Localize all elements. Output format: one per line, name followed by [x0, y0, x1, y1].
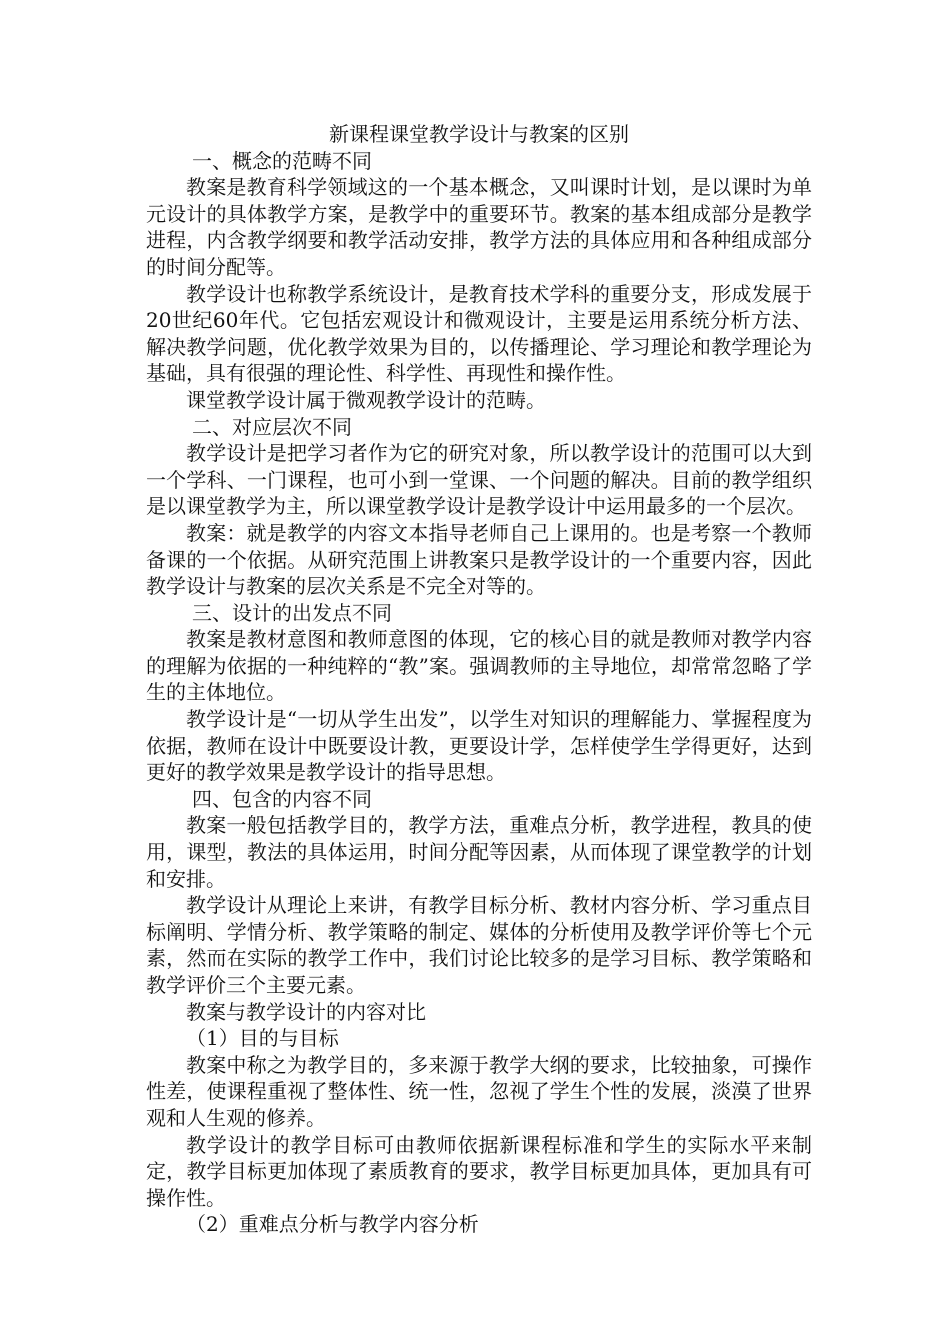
document-title: 新课程课堂教学设计与教案的区别 — [329, 122, 629, 146]
paragraph: 教学设计是“一切从学生出发”，以学生对知识的理解能力、掌握程度为依据，教师在设计中既要设计教，更要设计学，怎样使学生学得更好，达到更好的教学效果是教学设计的指导思想。 — [146, 707, 812, 785]
paragraph: 教案：就是教学的内容文本指导老师自己上课用的。也是考察一个教师备课的一个依据。从研究范围上讲教案只是教学设计的一个重要内容，因此教学设计与教案的层次关系是不完全对等的。 — [146, 520, 812, 599]
paragraph: 教学设计是把学习者作为它的研究对象，所以教学设计的范围可以大到一个学科、一门课程，也可小到一堂课、一个问题的解决。目前的教学组织是以课堂教学为主，所以课堂教学设计是教学设计中运用最多的一个层次。 — [146, 441, 812, 519]
section-heading-4: 四、包含的内容不同 — [192, 786, 372, 811]
section-heading-3: 三、设计的出发点不同 — [192, 600, 392, 625]
paragraph: 教学设计的教学目标可由教师依据新课程标准和学生的实际水平来制定，教学目标更加体现了素质教育的要求，教学目标更加具体，更加具有可操作性。 — [146, 1132, 812, 1210]
paragraph: 教案中称之为教学目的，多来源于教学大纲的要求，比较抽象，可操作性差，使课程重视了整体性、统一性，忽视了学生个性的发展，淡漠了世界观和人生观的修养。 — [146, 1052, 812, 1130]
subsection-heading-2: （2）重难点分析与教学内容分析 — [186, 1212, 479, 1237]
subsection-heading-1: （1）目的与目标 — [186, 1026, 339, 1051]
paragraph: 教案一般包括教学目的，教学方法，重难点分析，教学进程，教具的使用，课型，教法的具体运用，时间分配等因素，从而体现了课堂教学的计划和安排。 — [146, 813, 812, 891]
paragraph: 教案与教学设计的内容对比 — [186, 999, 426, 1024]
paragraph: 教学设计也称教学系统设计，是教育技术学科的重要分支，形成发展于20世纪60年代。它包括宏观设计和微观设计，主要是运用系统分析方法、解决教学问题，优化教学效果为目的，以传播理论、学习理论和教学理论为基础，具有很强的理论性、科学性、再现性和操作性。 — [146, 281, 812, 386]
paragraph: 教案是教材意图和教师意图的体现，它的核心目的就是教师对教学内容的理解为依据的一种纯粹的“教”案。强调教师的主导地位，却常常忽略了学生的主体地位。 — [146, 627, 812, 705]
section-heading-2: 二、对应层次不同 — [192, 414, 352, 439]
section-heading-1: 一、概念的范畴不同 — [192, 148, 372, 173]
paragraph: 教案是教育科学领域这的一个基本概念，又叫课时计划，是以课时为单元设计的具体教学方案，是教学中的重要环节。教案的基本组成部分是教学进程，内含教学纲要和教学活动安排，教学方法的具体应用和各种组成部分的时间分配等。 — [146, 175, 812, 279]
paragraph: 课堂教学设计属于微观教学设计的范畴。 — [186, 387, 546, 412]
document-page — [146, 121, 812, 1238]
paragraph: 教学设计从理论上来讲，有教学目标分析、教材内容分析、学习重点目标阐明、学情分析、教学策略的制定、媒体的分析使用及教学评价等七个元素，然而在实际的教学工作中，我们讨论比较多的是学习目标、教学策略和教学评价三个主要元素。 — [146, 893, 812, 997]
